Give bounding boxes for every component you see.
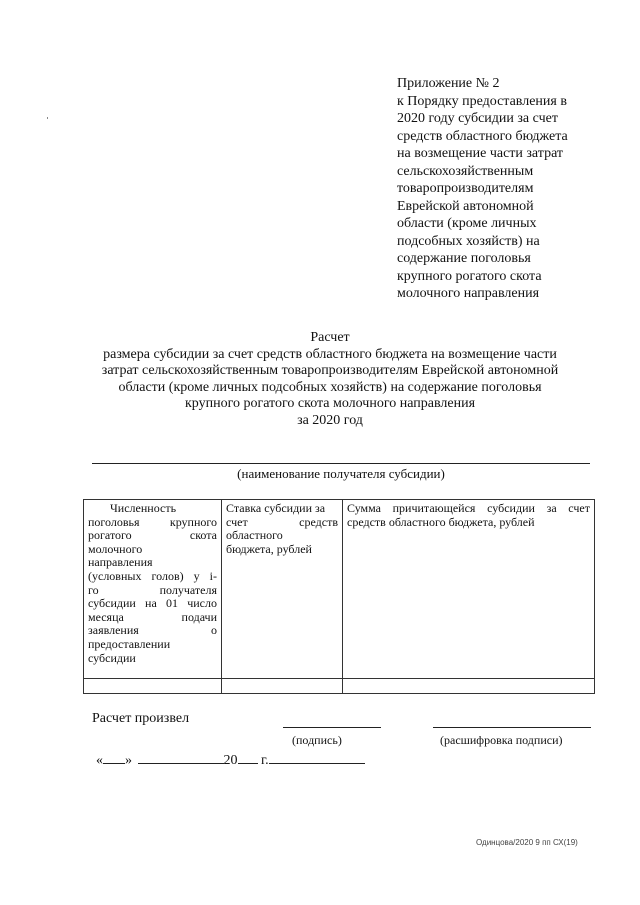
appendix-line: 2020 году субсидии за счет — [397, 111, 558, 126]
cell-line: Ставка субсидии за — [226, 501, 326, 515]
recipient-name-line[interactable] — [92, 463, 590, 464]
signature-decode-line[interactable] — [433, 727, 591, 728]
cell-line: го получателя — [88, 582, 217, 597]
scan-speck — [47, 117, 48, 119]
appendix-line: сельскохозяйственным — [397, 163, 534, 179]
cell-line: поголовья крупного — [88, 514, 217, 529]
cell-line: заявления о — [88, 623, 217, 638]
day-blank[interactable] — [103, 749, 125, 764]
close-quote: » — [125, 753, 132, 768]
cell-line: субсидии — [88, 650, 136, 665]
header-subsidy-amount — [343, 500, 595, 679]
appendix-line: области (кроме личных — [397, 216, 537, 231]
document-title — [60, 330, 600, 429]
title-line: размера субсидии за счет средств областного бюджета на возмещение части — [103, 346, 557, 362]
table-header-row — [84, 500, 595, 679]
cell-line: рогатого скота — [88, 528, 217, 543]
cell-line: счет средств — [226, 514, 338, 529]
input-rate-cell[interactable] — [222, 679, 343, 694]
appendix-line: средств областного бюджета — [397, 128, 568, 144]
header-herd-count — [84, 500, 222, 679]
cell-line: молочного — [88, 541, 143, 556]
cell-line: Сумма причитающейся субсидии за счет — [347, 501, 590, 515]
input-herd-count-cell[interactable] — [84, 679, 222, 694]
open-quote: « — [96, 753, 103, 768]
appendix-line: молочного направления — [397, 286, 540, 301]
cell-line: областного — [226, 528, 283, 543]
title-line: затрат сельскохозяйственным товаропроизводителям Еврейской автономной — [101, 363, 559, 378]
recipient-caption: (наименование получателя субсидии) — [237, 466, 445, 481]
cell-line: Численность — [110, 501, 177, 515]
appendix-line: подсобных хозяйств) на — [397, 233, 540, 249]
signature-line[interactable] — [283, 727, 381, 728]
appendix-block — [397, 75, 597, 303]
appendix-line: содержание поголовья — [397, 251, 531, 266]
year-suffix: г. — [261, 753, 269, 768]
appendix-line: Еврейской автономной — [397, 198, 534, 214]
title-heading: Расчет — [310, 330, 350, 345]
calculation-table — [83, 499, 595, 694]
signature-decode-caption: (расшифровка подписи) — [440, 733, 563, 747]
calculation-performed-label: Расчет произвел — [92, 711, 190, 726]
appendix-line: на возмещение части затрат — [397, 146, 564, 161]
appendix-line: Приложение № 2 — [397, 76, 500, 91]
cell-line: месяца подачи — [88, 609, 217, 624]
cell-line: средств областного бюджета, рублей — [347, 514, 535, 529]
input-amount-cell[interactable] — [343, 679, 595, 694]
date-row — [96, 749, 365, 769]
footer-reference: Одинцова/2020 9 пп СХ(19) — [476, 838, 578, 847]
year-prefix: 20 — [223, 753, 238, 768]
cell-line: (условных голов) у i- — [88, 568, 217, 583]
month-blank[interactable] — [138, 749, 224, 764]
signature-caption: (подпись) — [292, 733, 342, 747]
cell-line: направления — [88, 555, 153, 570]
cell-line: субсидии на 01 число — [88, 596, 217, 611]
cell-line: бюджета, рублей — [226, 541, 312, 556]
title-line: области (кроме личных подсобных хозяйств) на содержание поголовья — [118, 379, 542, 395]
year-blank[interactable] — [238, 749, 258, 764]
title-line: за 2020 год — [297, 412, 363, 428]
header-subsidy-rate — [222, 500, 343, 679]
appendix-line: к Порядку предоставления в — [397, 93, 567, 109]
date-trailing-blank[interactable] — [269, 749, 365, 764]
cell-line: предоставлении — [88, 636, 171, 651]
appendix-line: крупного рогатого скота — [397, 268, 542, 284]
appendix-line: товаропроизводителям — [397, 181, 534, 196]
table-row — [84, 679, 595, 694]
title-line: крупного рогатого скота молочного направления — [184, 396, 476, 411]
